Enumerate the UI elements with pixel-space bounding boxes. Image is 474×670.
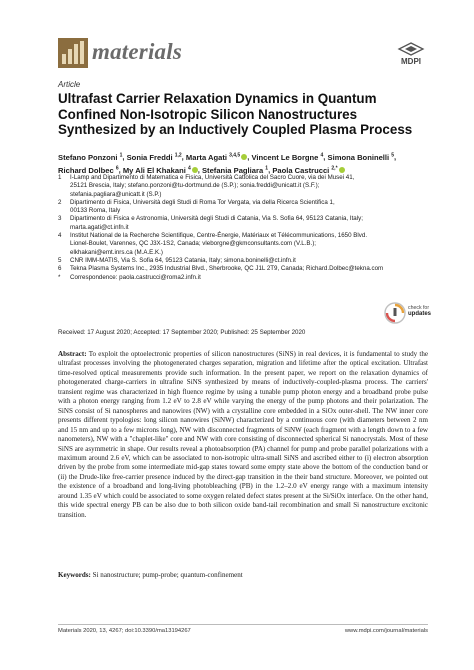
affiliation-number: 3 — [58, 215, 62, 223]
author-name: Richard Dolbec $^6$ — [58, 165, 119, 175]
article-type: Article — [58, 80, 81, 89]
author-affiliation-ref: 2,* — [331, 165, 338, 172]
abstract-label: Abstract: — [58, 350, 87, 358]
affiliation-line: Tekna Plasma Systems Inc., 2935 Industrial Blvd., Sherbrooke, QC J1L 2T9, Canada; Richard.Dolbec@tekna.com — [70, 265, 384, 273]
author-affiliation-ref: 6 — [115, 165, 119, 172]
author-name: My Ali El Khakani $^4$ — [123, 166, 198, 175]
affiliation-item — [58, 215, 428, 232]
author-affiliation-ref: 4 — [187, 165, 191, 172]
affiliation-item — [58, 265, 428, 273]
author-line-1 — [58, 150, 426, 163]
affiliation-line: 25121 Brescia, Italy; stefano.ponzoni@tu-dortmund.de (S.P.); sonia.freddi@unicatt.it (S.F.); — [70, 182, 320, 190]
author-name: Simona Boninelli $^5$ — [327, 152, 395, 162]
footer-citation: Materials 2020, 13, 4267; doi:10.3390/ma13194267 — [58, 628, 191, 634]
author-separator: , — [394, 152, 397, 162]
affiliation-line: Lionel-Boulet, Varennes, QC J3X-1S2, Canada; vleborgne@gkmconsultants.com (V.L.B.); — [70, 240, 317, 248]
keywords-text: Si nanostructure; pump-probe; quantum-confinement — [92, 571, 243, 579]
author-name: Marta Agati $^{3,4,5}$ — [186, 153, 247, 162]
author-separator: , — [181, 152, 186, 162]
affiliation-line: Dipartimento di Fisica, Università degli Studi di Roma Tor Vergata, via della Ricerca Scientifica 1, — [70, 198, 335, 206]
author-name: Sonia Freddi $^{1,2}$ — [126, 152, 182, 162]
affiliation-line: 00133 Roma, Italy — [70, 207, 121, 215]
journal-header — [58, 36, 430, 76]
affiliation-item — [58, 199, 428, 216]
keywords — [58, 571, 428, 579]
author-list — [58, 150, 426, 176]
affiliation-line: Dipartimento di Fisica e Astronomia, Università degli Studi di Catania, Via S. Sofia 64, 95123 Catania, Italy; — [70, 215, 363, 223]
author-name: Stefania Pagliara $^1$ — [201, 165, 269, 175]
affiliation-line: marta.agati@ct.infn.it — [70, 223, 129, 231]
affiliation-number: * — [58, 273, 61, 281]
author-affiliation-ref: 1 — [119, 152, 123, 158]
affiliation-number: 2 — [58, 198, 62, 206]
affiliation-line: Correspondence: paola.castrucci@roma2.infn.it — [70, 273, 201, 281]
author-separator: , — [118, 165, 123, 175]
affiliation-item — [58, 274, 428, 282]
author-separator: , — [197, 165, 202, 175]
author-separator: , — [323, 152, 328, 162]
affiliation-line: stefania.pagliara@unicatt.it (S.P.) — [70, 190, 162, 198]
affiliation-number: 6 — [58, 265, 62, 273]
footer-journal-url[interactable]: www.mdpi.com/journal/materials — [344, 628, 428, 634]
affiliation-line: Institut National de la Recherche Scientifique, Centre-Énergie, Matériaux et Télécommunications, 1650 Blvd. — [70, 232, 368, 240]
affiliation-line: CNR IMM-MATIS, Via S. Sofia 64, 95123 Catania, Italy; simona.boninelli@ct.infn.it — [70, 256, 296, 264]
publication-dates: Received: 17 August 2020; Accepted: 17 September 2020; Published: 25 September 2020 — [58, 329, 306, 336]
check-for-updates-line2: updates — [408, 311, 432, 317]
author-separator: , — [247, 152, 252, 162]
orcid-icon[interactable] — [339, 167, 345, 173]
author-affiliation-ref: 5 — [391, 152, 395, 158]
journal-logo-icon — [58, 38, 88, 68]
keywords-label: Keywords: — [58, 571, 91, 579]
author-separator: , — [268, 165, 273, 175]
abstract — [58, 350, 428, 520]
author-affiliation-ref: 3,4,5 — [229, 152, 241, 158]
affiliation-item — [58, 257, 428, 265]
author-affiliation-ref: 4 — [320, 152, 324, 158]
footer-divider — [58, 624, 428, 625]
author-name: Paola Castrucci $^{2,*}$ — [272, 166, 344, 175]
affiliation-list — [58, 174, 428, 282]
affiliation-number: 5 — [58, 256, 62, 264]
author-separator: , — [122, 152, 127, 162]
article-title: Ultrafast Carrier Relaxation Dynamics in Quantum Confined Non-Isotropic Silicon Nanostructures Synthesized by an Inductively Coupled Plasma Process — [58, 91, 413, 137]
check-for-updates-label — [408, 305, 431, 317]
journal-name: materials — [92, 39, 182, 64]
author-name: Stefano Ponzoni $^1$ — [58, 152, 123, 162]
affiliation-number: 1 — [58, 174, 62, 181]
author-affiliation-ref: 1,2 — [174, 152, 182, 158]
check-for-updates-line1: check for — [408, 305, 430, 311]
check-for-updates-badge[interactable] — [384, 300, 432, 328]
abstract-text: To exploit the optoelectronic properties of silicon nanostructures (SiNS) in real devices, it is fundamental to study the ultrafast processes involving the photogenerated charges separation, migration and lifetime after the optical excitation. Ultrafast time-resolved optical measurements provide such information. In the present paper, we report on the relaxation dynamics of photogenerated charge-carriers in ultrafine SiNS synthesized by means of inductively-coupled-plasma process. The carriers' transient regime was characterized in high fluence regime by using a tunable pump photon energy and a broadband probe pulse with a photon energy ranging from 1.2 eV to 2.8 eV while varying the energy of the pump photons and their polarization. The SiNS consist of Si nanospheres and nanowires (NW) with a crystalline core embedded in a SiOx outer-shell. The NW inner core presents different typologies: long silicon nanowires (SiNW) characterized by a continuous core (with diameters between 2 nm and 15 nm and up to a few microns long), NW with disconnected fragments of SiNW (each fragment with a length down to a few nanometers), NW with a "chaplet-like" core and NW with core consisting of disconnected spherical Si nanocrystals. Most of these SiNS are asymmetric in shape. Our results reveal a photoabsorption (PA) channel for pump and probe parallel polarizations with a maximum around 2.6 eV, which can be associated to non-isotropic ultra-small SiNS and ascribed either to (i) electron absorption driven by the probe from some intermediate mid-gap states toward some empty state above the bottom of the conduction band or (ii) the Drude-like free-carrier presence induced by the direct-gap transition in the their band structure. Moreover, we pointed out the existence of a broadband and long-living photobleaching (PB) in the 1.2–2.0 eV energy range with a maximum intensity around 1.35 eV which could be associated to some oxygen related defect states present at the Si/SiOx interface. On the other hand, this wide spectral energy PB can be also due to both silicon oxide band-tail recombination and small Si nanostructure excitonic transition. — [58, 350, 428, 519]
publisher-logo-icon — [392, 42, 430, 56]
affiliation-item — [58, 232, 428, 257]
author-affiliation-ref: 1 — [265, 165, 269, 172]
affiliation-line: elkhakani@emt.inrs.ca (M.A.E.K.) — [70, 248, 163, 256]
check-for-updates-icon — [384, 302, 406, 324]
publisher-logo — [392, 42, 430, 72]
publisher-name: MDPI — [401, 57, 421, 66]
author-name: Vincent Le Borgne $^4$ — [251, 152, 324, 162]
affiliation-item — [58, 174, 428, 199]
affiliation-number: 4 — [58, 232, 62, 240]
affiliation-line: I-Lamp and Dipartimento di Matematica e Fisica, Università Cattolica del Sacro Cuore, via dei Musei 41, — [70, 174, 355, 181]
